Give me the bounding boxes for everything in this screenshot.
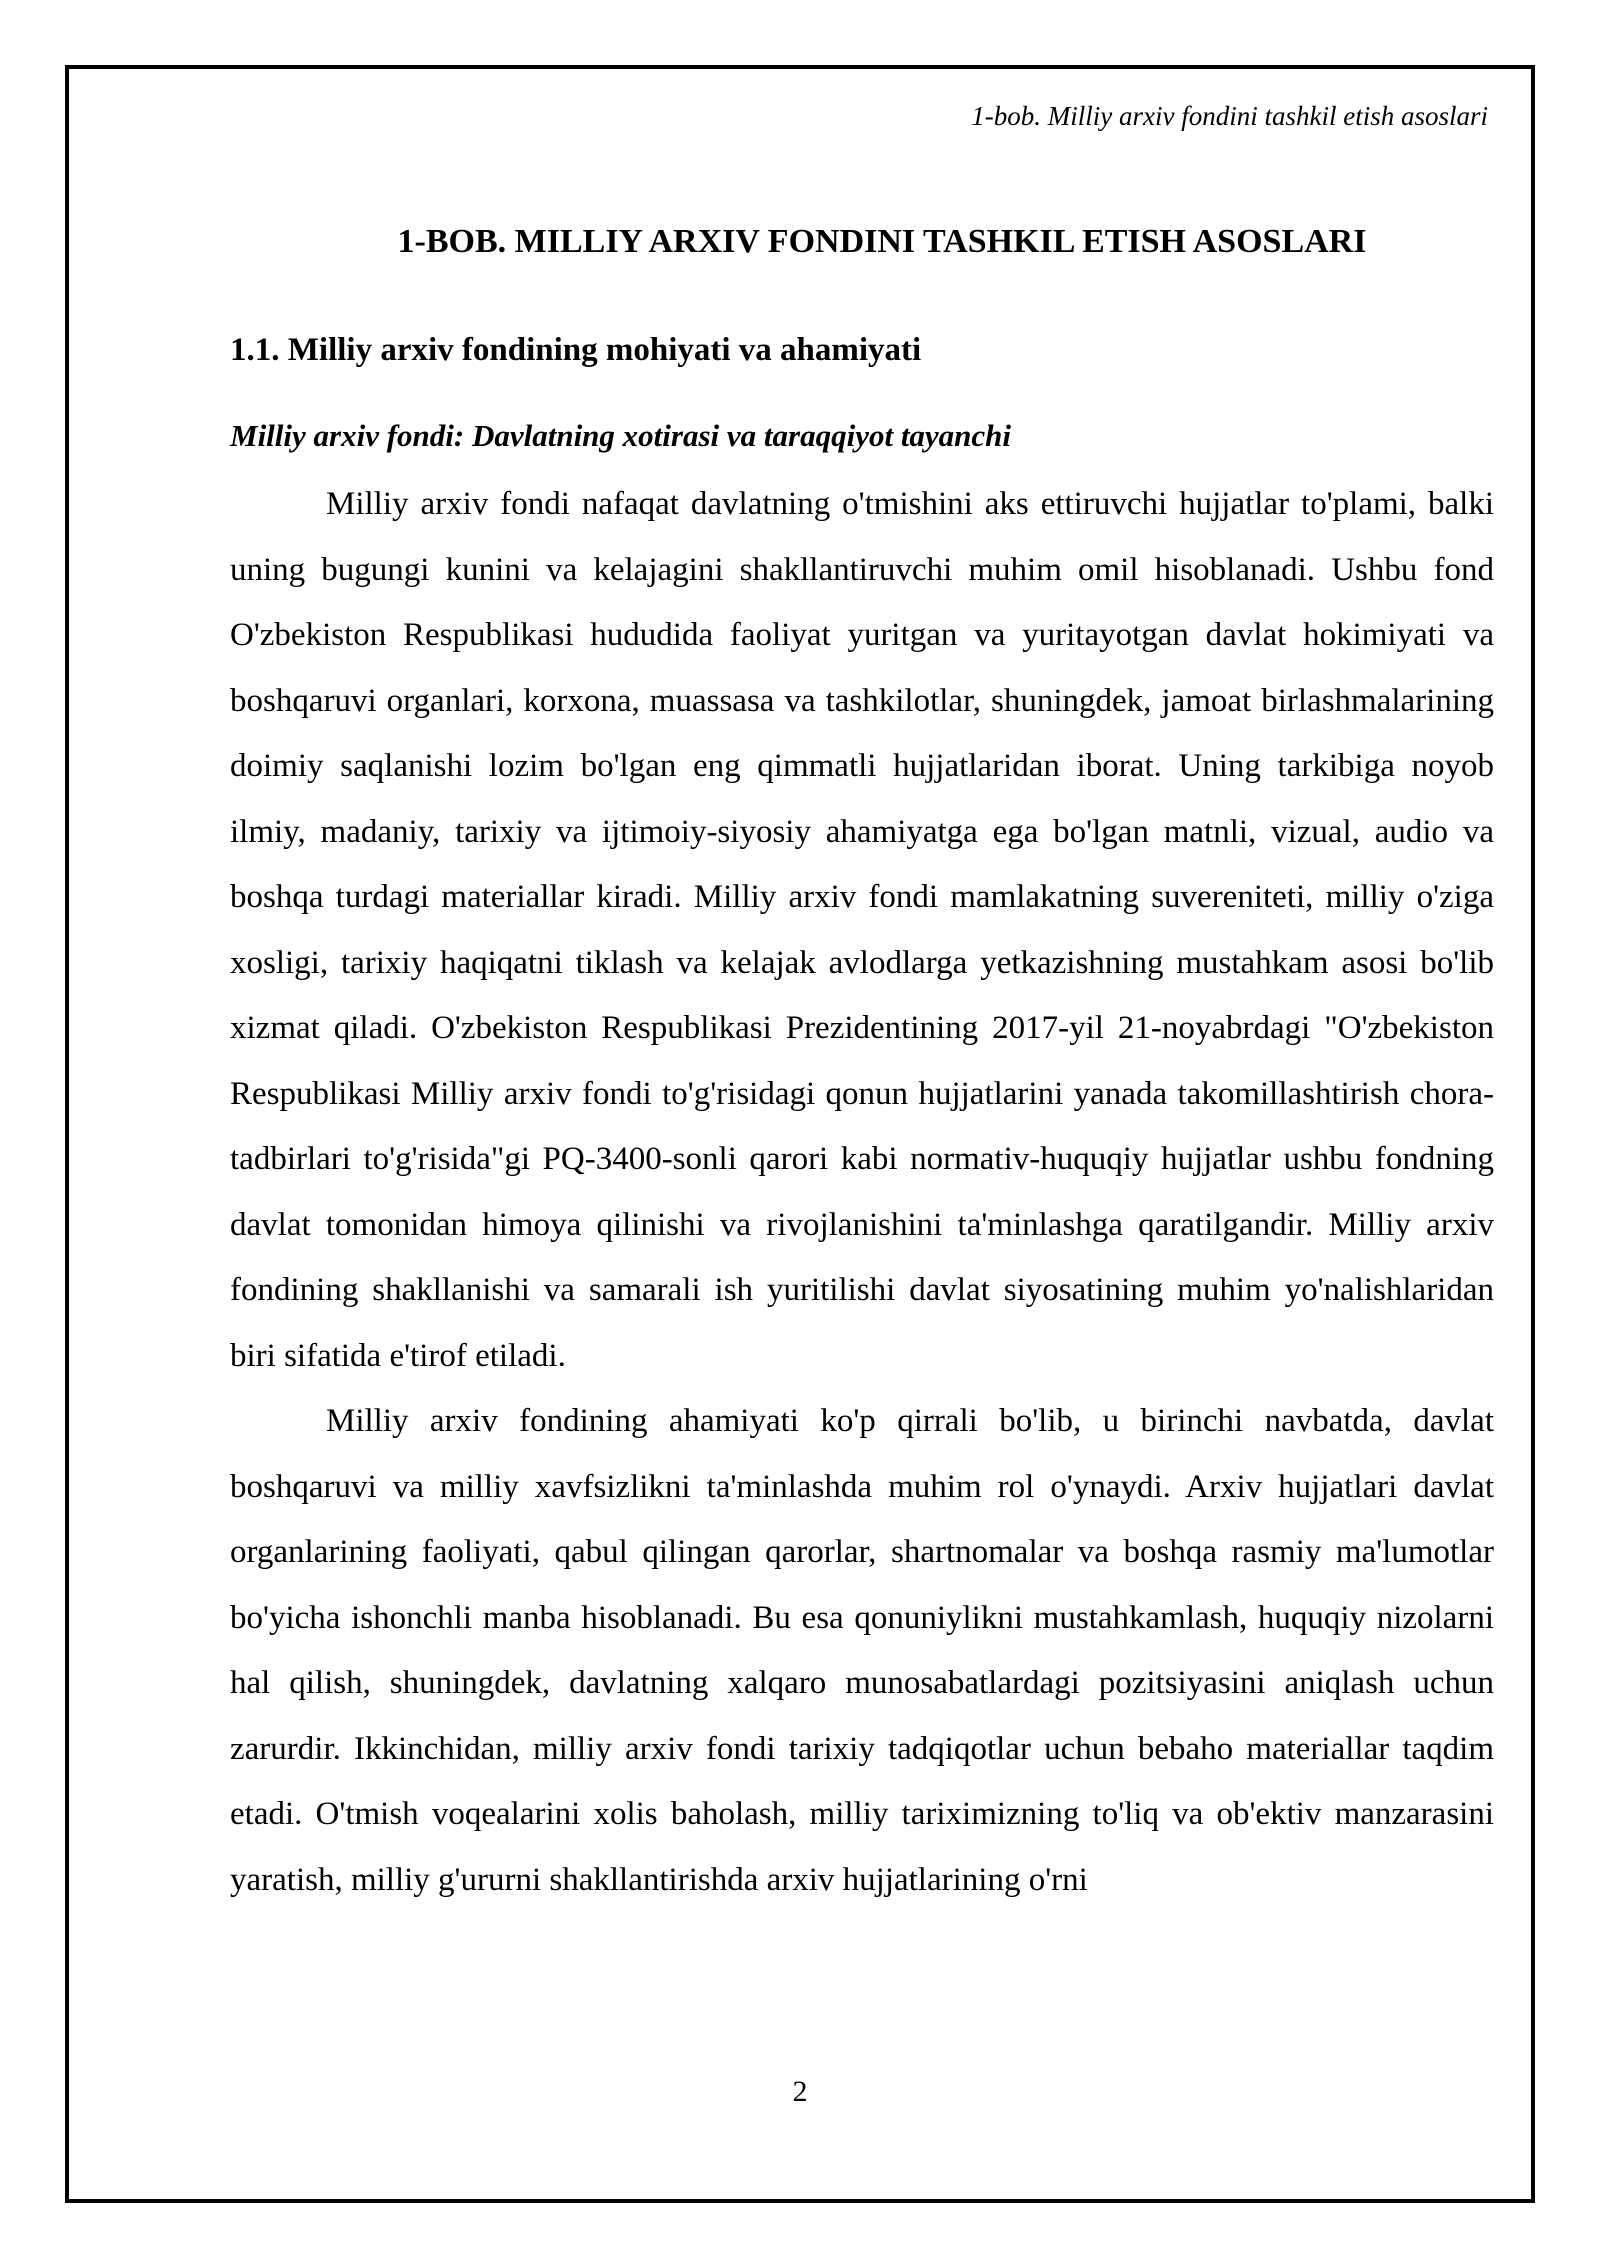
body-paragraph-2: Milliy arxiv fondining ahamiyati ko'p qirrali bo'lib, u birinchi navbatda, davlat boshqaruvi va milliy xavfsizlikni ta'minlashda muhim rol o'ynaydi. Arxiv hujjatlari davlat organlarining faoliyati, qabul qilingan qarorlar, shartnomalar va boshqa rasmiy ma'lumotlar bo'yicha ishonchli manba hisoblanadi. Bu esa qonuniylikni mustahkamlash, huquqiy nizolarni hal qilish, shuningdek, davlatning xalqaro munosabatlardagi pozitsiyasini aniqlash uchun zarurdir. Ikkinchidan, milliy arxiv fondi tarixiy tadqiqotlar uchun bebaho materiallar taqdim etadi. O'tmish voqealarini xolis baholash, milliy tariximizning to'liq va ob'ektiv manzarasini yaratish, milliy g'ururni shakllantirishda arxiv hujjatlarining o'rni bbox=[230, 1403, 1494, 1898]
running-header: 1-bob. Milliy arxiv fondini tashkil etish asoslari bbox=[971, 101, 1488, 131]
document-body bbox=[230, 210, 1494, 1913]
chapter-title: 1-BOB. MILLIY ARXIV FONDINI TASHKIL ETISH ASOSLARI bbox=[397, 223, 1367, 260]
body-paragraph-1: Milliy arxiv fondi nafaqat davlatning o'tmishini aks ettiruvchi hujjatlar to'plami, balki uning bugungi kunini va kelajagini shakllantiruvchi muhim omil hisoblanadi. Ushbu fond O'zbekiston Respublikasi hududida faoliyat yuritgan va yuritayotgan davlat hokimiyati va boshqaruvi organlari, korxona, muassasa va tashkilotlar, shuningdek, jamoat birlashmalarining doimiy saqlanishi lozim bo'lgan eng qimmatli hujjatlaridan iborat. Uning tarkibiga noyob ilmiy, madaniy, tarixiy va ijtimoiy-siyosiy ahamiyatga ega bo'lgan matnli, vizual, audio va boshqa turdagi materiallar kiradi. Milliy arxiv fondi mamlakatning suvereniteti, milliy o'ziga xosligi, tarixiy haqiqatni tiklash va kelajak avlodlarga yetkazishning mustahkam asosi bo'lib xizmat qiladi. O'zbekiston Respublikasi Prezidentining 2017-yil 21-noyabrdagi "O'zbekiston Respublikasi Milliy arxiv fondi to'g'risidagi qonun hujjatlarini yanada takomillashtirish chora-tadbirlari to'g'risida"gi PQ-3400-sonli qarori kabi normativ-huquqiy hujjatlar ushbu fondning davlat tomonidan himoya qilinishi va rivojlanishini ta'minlashga qaratilgandir. Milliy arxiv fondining shakllanishi va samarali ish yuritilishi davlat siyosatining muhim yo'nalishlaridan biri sifatida e'tirof etiladi. bbox=[230, 486, 1494, 1374]
section-title: 1.1. Milliy arxiv fondining mohiyati va ahamiyati bbox=[230, 332, 922, 368]
page-number: 2 bbox=[792, 2075, 808, 2108]
subsection-title: Milliy arxiv fondi: Davlatning xotirasi va taraqqiyot tayanchi bbox=[230, 418, 1012, 453]
